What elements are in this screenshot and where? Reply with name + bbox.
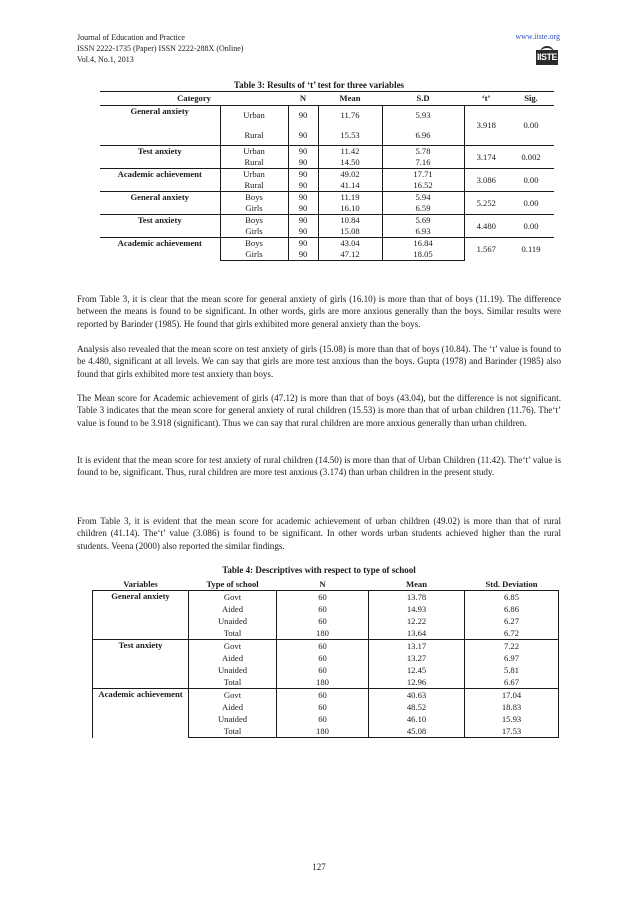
t3-sd: 6.96 xyxy=(382,126,464,146)
t4-mean: 48.52 xyxy=(369,701,465,713)
t4-type: Unaided xyxy=(189,615,277,627)
t3-category: General anxiety xyxy=(100,192,220,215)
t3-header-category: Category xyxy=(100,92,288,106)
t3-mean: 11.19 xyxy=(318,192,382,204)
t3-mean: 10.84 xyxy=(318,215,382,227)
t4-type: Unaided xyxy=(189,713,277,725)
t4-n: 60 xyxy=(277,603,369,615)
t4-n: 60 xyxy=(277,652,369,664)
t3-subgroup: Rural xyxy=(220,126,288,146)
paragraph-2: Analysis also revealed that the mean score on test anxiety of girls (15.08) is more than that of boys (10.84). The ‘t’ value is found to be 4.480, significant at all levels. We can say that girls are more test anxious than the boys. Gupta (1978) and Barinder (1985) also found that girls exhibited more test anxiety than boys. xyxy=(77,344,561,379)
t3-t-value: 4.480 xyxy=(464,215,508,238)
t3-n: 90 xyxy=(288,126,318,146)
t4-sd: 6.72 xyxy=(465,627,559,640)
t3-n: 90 xyxy=(288,192,318,204)
t3-sd: 17.71 xyxy=(382,169,464,181)
t3-mean: 47.12 xyxy=(318,249,382,261)
t3-header-n: N xyxy=(288,92,318,106)
t4-mean: 12.22 xyxy=(369,615,465,627)
t3-sig: 0.00 xyxy=(508,192,554,215)
t3-sd: 5.69 xyxy=(382,215,464,227)
t3-sig: 0.119 xyxy=(508,238,554,261)
table3-caption: Table 3: Results of ‘t’ test for three variables xyxy=(233,80,405,90)
t3-mean: 14.50 xyxy=(318,157,382,169)
t3-n: 90 xyxy=(288,249,318,261)
t3-subgroup: Girls xyxy=(220,203,288,215)
t3-sd: 5.78 xyxy=(382,146,464,158)
iiste-logo xyxy=(534,46,558,66)
t4-sd: 6.85 xyxy=(465,591,559,604)
t4-type: Total xyxy=(189,627,277,640)
t4-header-sd: Std. Deviation xyxy=(485,578,538,589)
t3-mean: 11.42 xyxy=(318,146,382,158)
t3-sd: 7.16 xyxy=(382,157,464,169)
t3-category: Test anxiety xyxy=(100,215,220,238)
t3-n: 90 xyxy=(288,169,318,181)
t3-sig: 0.00 xyxy=(508,169,554,192)
t4-n: 180 xyxy=(277,725,369,738)
t4-n: 60 xyxy=(277,615,369,627)
t3-n: 90 xyxy=(288,226,318,238)
t3-category: Academic achievement xyxy=(100,169,220,192)
t3-row xyxy=(100,169,554,181)
t3-row xyxy=(100,238,554,250)
t4-header-variables: Variables xyxy=(123,578,158,589)
t4-mean: 46.10 xyxy=(369,713,465,725)
t4-sd: 7.22 xyxy=(465,640,559,653)
t4-mean: 14.93 xyxy=(369,603,465,615)
t3-mean: 43.04 xyxy=(318,238,382,250)
t4-row xyxy=(93,640,559,653)
t3-category: Test anxiety xyxy=(100,146,220,169)
t3-t-value: 3.918 xyxy=(464,106,508,146)
t4-sd: 6.27 xyxy=(465,615,559,627)
t3-t-value: 3.174 xyxy=(464,146,508,169)
t4-sd: 15.93 xyxy=(465,713,559,725)
t4-variable: Test anxiety xyxy=(93,640,189,689)
t4-n: 180 xyxy=(277,627,369,640)
t4-type: Govt xyxy=(189,591,277,604)
t3-mean: 16.10 xyxy=(318,203,382,215)
table3 xyxy=(100,91,554,261)
t4-sd: 17.04 xyxy=(465,689,559,702)
t3-header-t: ‘t’ xyxy=(464,92,508,106)
t3-n: 90 xyxy=(288,203,318,215)
t3-row xyxy=(100,146,554,158)
t3-n: 90 xyxy=(288,180,318,192)
journal-volume: Vol.4, No.1, 2013 xyxy=(77,55,134,64)
logo-text: IISTE xyxy=(536,50,558,65)
t3-sd: 18.05 xyxy=(382,249,464,261)
t3-category: Academic achievement xyxy=(100,238,220,261)
t4-sd: 6.86 xyxy=(465,603,559,615)
table4-caption: Table 4: Descriptives with respect to type of school xyxy=(222,565,416,575)
t3-sig: 0.00 xyxy=(508,215,554,238)
t4-type: Govt xyxy=(189,640,277,653)
t3-n: 90 xyxy=(288,215,318,227)
t3-sd: 6.93 xyxy=(382,226,464,238)
t3-n: 90 xyxy=(288,157,318,169)
t4-type: Aided xyxy=(189,652,277,664)
t3-n: 90 xyxy=(288,146,318,158)
t4-type: Aided xyxy=(189,603,277,615)
t4-mean: 13.27 xyxy=(369,652,465,664)
t3-header-sd: S.D xyxy=(382,92,464,106)
t4-n: 180 xyxy=(277,676,369,689)
t3-mean: 15.53 xyxy=(318,126,382,146)
journal-url[interactable]: www.iiste.org xyxy=(515,32,560,41)
t3-row xyxy=(100,106,554,126)
t4-header-mean: Mean xyxy=(405,578,427,589)
t4-variable: General anxiety xyxy=(93,591,189,640)
t3-mean: 41.14 xyxy=(318,180,382,192)
t3-n: 90 xyxy=(288,106,318,126)
t3-header-mean: Mean xyxy=(318,92,382,106)
paragraph-3: The Mean score for Academic achievement of girls (47.12) is more than that of boys (43.04), but the difference is not significant. Table 3 indicates that the mean score for general anxiety of rural children (15.53) is more than that of urban children (11.76). The‘t’ value is found to be 3.918 (significant). Thus we can say that rural children are more anxious generally than urban children. xyxy=(77,393,561,428)
t4-mean: 13.17 xyxy=(369,640,465,653)
t4-sd: 17.53 xyxy=(465,725,559,738)
t4-sd: 6.97 xyxy=(465,652,559,664)
t4-type: Govt xyxy=(189,689,277,702)
t3-t-value: 3.086 xyxy=(464,169,508,192)
t4-n: 60 xyxy=(277,713,369,725)
t3-subgroup: Urban xyxy=(220,146,288,158)
t4-sd: 18.83 xyxy=(465,701,559,713)
journal-name: Journal of Education and Practice xyxy=(77,33,185,42)
t4-n: 60 xyxy=(277,640,369,653)
t3-mean: 15.08 xyxy=(318,226,382,238)
t4-row xyxy=(93,689,559,702)
t4-sd: 5.81 xyxy=(465,664,559,676)
t3-subgroup: Rural xyxy=(220,157,288,169)
t3-sd: 16.52 xyxy=(382,180,464,192)
journal-issn: ISSN 2222-1735 (Paper) ISSN 2222-288X (Online) xyxy=(77,44,244,53)
t4-mean: 45.08 xyxy=(369,725,465,738)
t3-t-value: 5.252 xyxy=(464,192,508,215)
t4-n: 60 xyxy=(277,701,369,713)
t3-row xyxy=(100,215,554,227)
t4-mean: 13.78 xyxy=(369,591,465,604)
paragraph-4: It is evident that the mean score for test anxiety of rural children (14.50) is more than that of Urban Children (11.42). The‘t’ value is found to be, significant. Thus, rural children are more test anxious (3.174) than urban children in the present study. xyxy=(77,455,561,478)
t4-mean: 13.64 xyxy=(369,627,465,640)
t4-header-type: Type of school xyxy=(206,578,259,589)
t3-sd: 5.93 xyxy=(382,106,464,126)
t3-header-sig: Sig. xyxy=(508,92,554,106)
t3-sig: 0.00 xyxy=(508,106,554,146)
t3-subgroup: Boys xyxy=(220,238,288,250)
t3-sd: 6.59 xyxy=(382,203,464,215)
t3-sd: 5.94 xyxy=(382,192,464,204)
t3-subgroup: Urban xyxy=(220,106,288,126)
t3-subgroup: Girls xyxy=(220,226,288,238)
t4-row xyxy=(93,591,559,604)
t3-row xyxy=(100,192,554,204)
t4-n: 60 xyxy=(277,664,369,676)
t4-sd: 6.67 xyxy=(465,676,559,689)
t3-t-value: 1.567 xyxy=(464,238,508,261)
t3-subgroup: Boys xyxy=(220,215,288,227)
t4-n: 60 xyxy=(277,689,369,702)
t3-n: 90 xyxy=(288,238,318,250)
t4-mean: 12.45 xyxy=(369,664,465,676)
t3-subgroup: Rural xyxy=(220,180,288,192)
t3-mean: 49.02 xyxy=(318,169,382,181)
t3-subgroup: Girls xyxy=(220,249,288,261)
t3-sd: 16.84 xyxy=(382,238,464,250)
t4-n: 60 xyxy=(277,591,369,604)
t3-mean: 11.76 xyxy=(318,106,382,126)
t4-mean: 12.96 xyxy=(369,676,465,689)
t3-subgroup: Boys xyxy=(220,192,288,204)
t4-mean: 40.63 xyxy=(369,689,465,702)
t3-subgroup: Urban xyxy=(220,169,288,181)
t3-category: General anxiety xyxy=(100,106,220,146)
t4-header-n: N xyxy=(319,578,326,589)
page-number: 127 xyxy=(312,862,326,872)
paragraph-5: From Table 3, it is evident that the mean score for academic achievement of urban children (49.02) is more than that of rural children (41.14). The‘t’ value (3.086) is found to be significant. In other words urban students achieved higher than the rural students. Veena (2000) also reported the similar findings. xyxy=(77,516,561,551)
table4 xyxy=(92,578,559,738)
t4-type: Aided xyxy=(189,701,277,713)
t4-type: Total xyxy=(189,676,277,689)
paragraph-1: From Table 3, it is clear that the mean score for general anxiety of girls (16.10) is more than that of boys (11.19). The difference between the means is found to be significant. In other words, girls are more anxious generally than the boys. Similar results were reported by Barinder (1985). He found that girls exhibited more general anxiety than the boys. xyxy=(77,294,561,329)
t4-type: Total xyxy=(189,725,277,738)
journal-header xyxy=(77,32,243,65)
t4-type: Unaided xyxy=(189,664,277,676)
t4-variable: Academic achievement xyxy=(93,689,189,738)
t3-sig: 0.002 xyxy=(508,146,554,169)
